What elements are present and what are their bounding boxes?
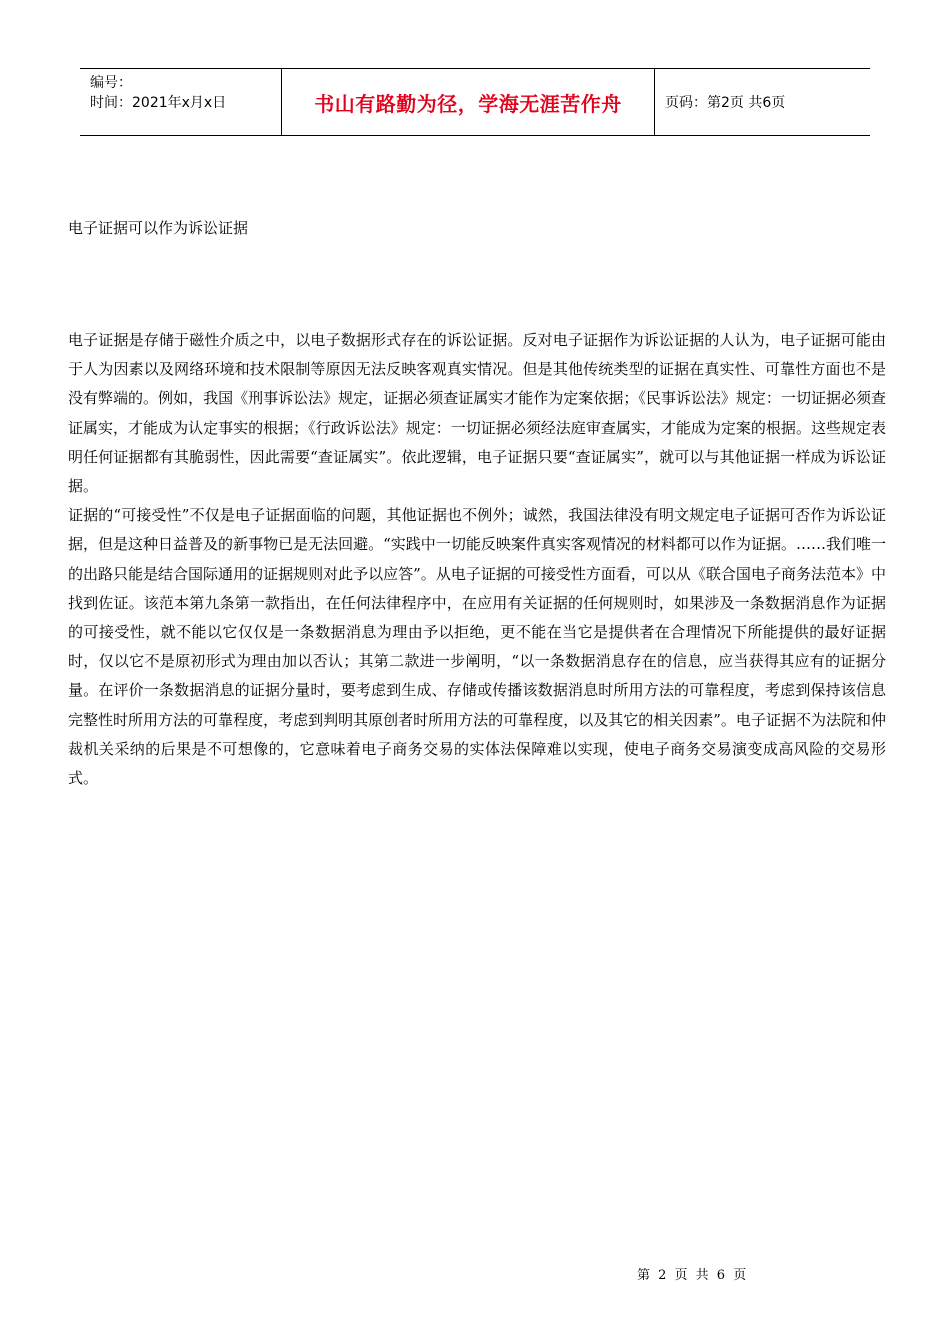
document-number: 编号： (90, 75, 132, 91)
header-motto: 书山有路勤为径，学海无涯苦作舟 (281, 69, 655, 135)
article-title: 电子证据可以作为诉讼证据 (68, 219, 249, 237)
header-table (80, 68, 870, 136)
paragraph-2: 证据的“可接受性”不仅是电子证据面临的问题，其他证据也不例外；诚然，我国法律没有明文规定电子证据可否作为诉讼证据，但是这种日益普及的新事物已是无法回避。“实践中一切能反映案件真实客观情况的材料都可以作为证据。……我们唯一的出路只能是结合国际通用的证据规则对此予以应答”。从电子证据的可接受性方面看，可以从《联合国电子商务法范本》中找到佐证。该范本第九条第一款指出，在任何法律程序中，在应用有关证据的任何规则时，如果涉及一条数据消息作为证据的可接受性，就不能以它仅仅是一条数据消息为理由予以拒绝，更不能在当它是提供者在合理情况下所能提供的最好证据时，仅以它不是原初形式为理由加以否认；其第二款进一步阐明，“以一条数据消息存在的信息，应当获得其应有的证据分量。在评价一条数据消息的证据分量时，要考虑到生成、存储或传播该数据消息时所用方法的可靠程度，考虑到保持该信息完整性时所用方法的可靠程度，考虑到判明其原创者时所用方法的可靠程度，以及其它的相关因素”。电子证据不为法院和仲裁机关采纳的后果是不可想像的，它意味着电子商务交易的实体法保障难以实现，使电子商务交易演变成高风险的交易形式。 (68, 506, 886, 788)
header-page-number: 页码：第2页 共6页 (665, 95, 786, 111)
header-meta (80, 69, 281, 135)
document-date: 时间：2021年x月x日 (90, 95, 227, 111)
article-body (68, 326, 886, 793)
page-footer: 第 2 页 共 6 页 (637, 1268, 747, 1283)
paragraph-1: 电子证据是存储于磁性介质之中，以电子数据形式存在的诉讼证据。反对电子证据作为诉讼证据的人认为，电子证据可能由于人为因素以及网络环境和技术限制等原因无法反映客观真实情况。但是其他传统类型的证据在真实性、可靠性方面也不是没有弊端的。例如，我国《刑事诉讼法》规定，证据必须查证属实才能作为定案依据；《民事诉讼法》规定：一切证据必须查证属实，才能成为认定事实的根据；《行政诉讼法》规定：一切证据必须经法庭审查属实，才能成为定案的根据。这些规定表明任何证据都有其脆弱性，因此需要“查证属实”。依此逻辑，电子证据只要“查证属实”，就可以与其他证据一样成为诉讼证据。 (68, 331, 886, 496)
